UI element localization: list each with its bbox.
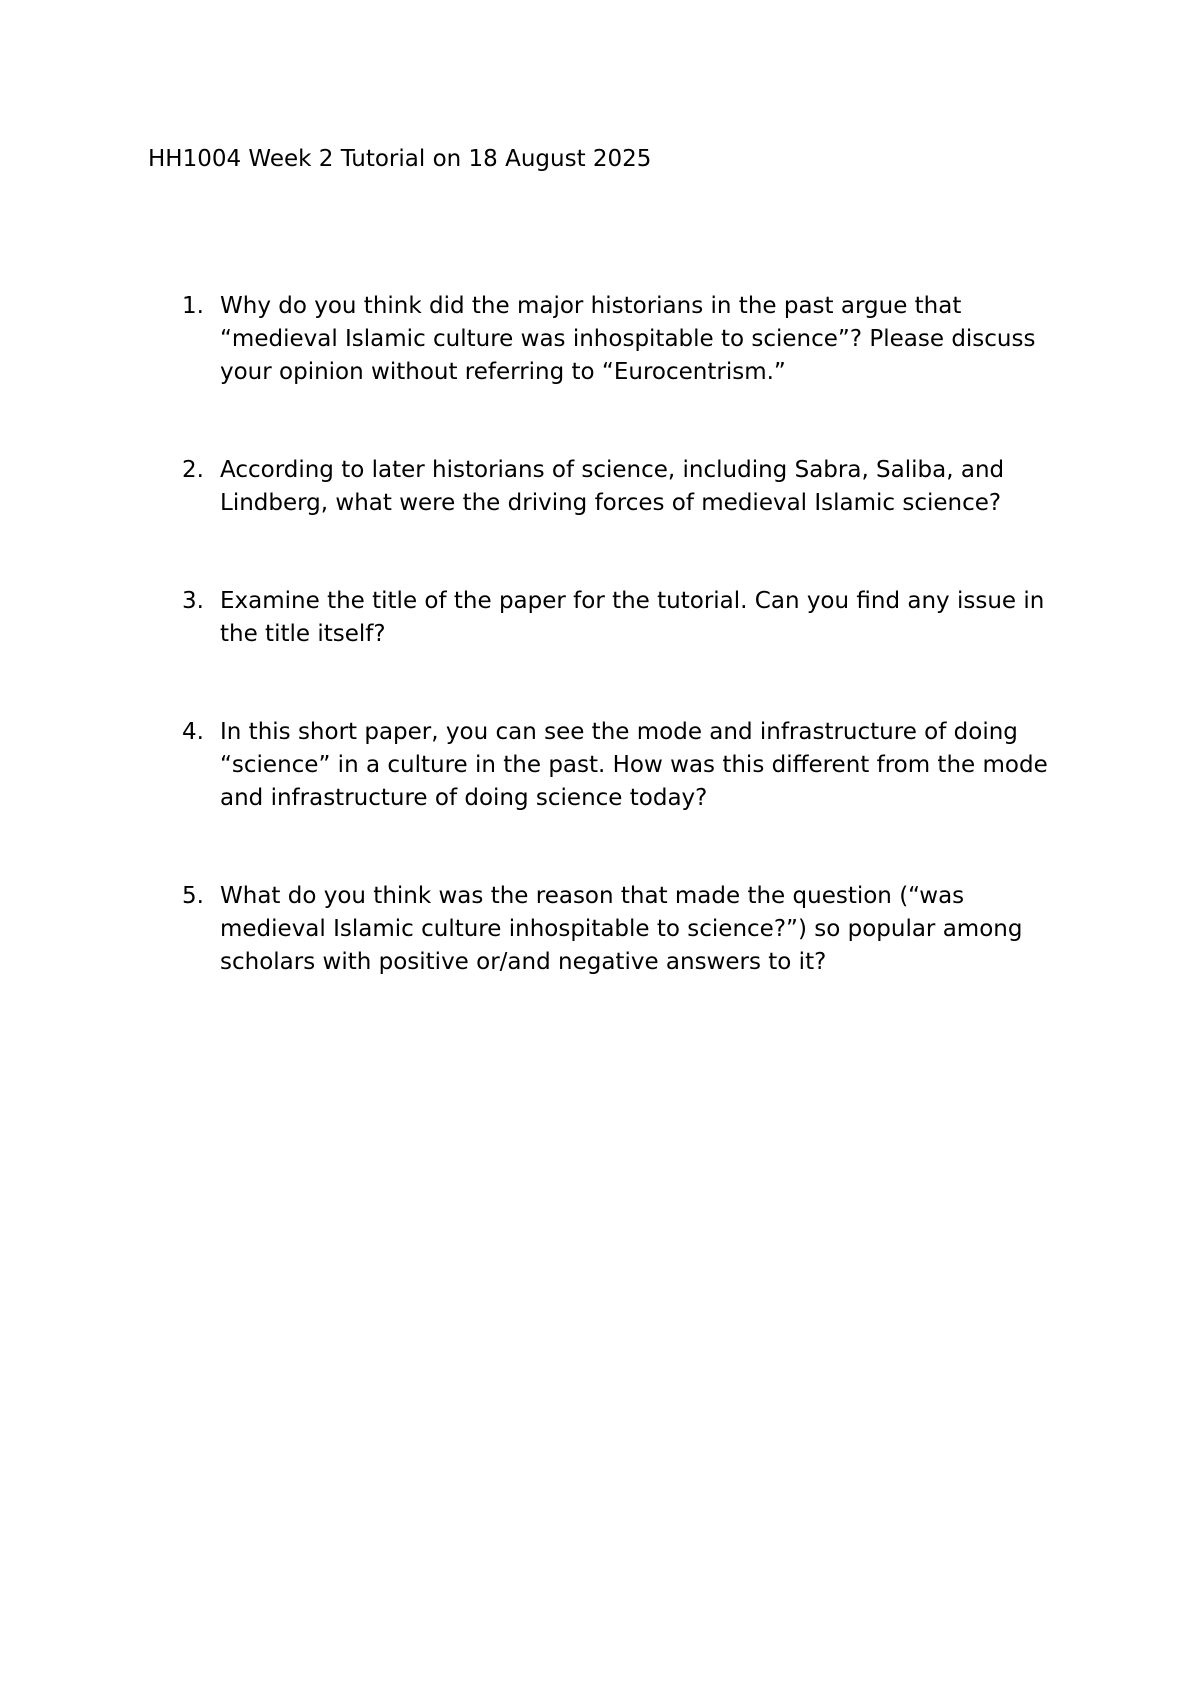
question-number: 1.	[182, 293, 204, 319]
question-number: 4.	[182, 719, 204, 745]
question-number: 5.	[182, 883, 204, 909]
question-item	[182, 585, 1062, 651]
question-item	[182, 290, 1062, 389]
question-item	[182, 716, 1062, 815]
question-number: 2.	[182, 457, 204, 483]
question-item	[182, 454, 1062, 520]
question-text: Why do you think did the major historians in the past argue that “medieval Islamic culture was inhospitable to science”? Please discuss your opinion without referring to “Eurocentrism.”	[220, 293, 1036, 385]
document-title: HH1004 Week 2 Tutorial on 18 August 2025	[148, 146, 652, 172]
question-text: In this short paper, you can see the mode and infrastructure of doing “science” in a culture in the past. How was this different from the mode and infrastructure of doing science today?	[220, 719, 1048, 811]
question-item	[182, 880, 1062, 979]
question-text: What do you think was the reason that made the question (“was medieval Islamic culture inhospitable to science?”) so popular among scholars with positive or/and negative answers to it?	[220, 883, 1023, 975]
question-text: Examine the title of the paper for the tutorial. Can you find any issue in the title itself?	[220, 588, 1045, 647]
question-number: 3.	[182, 588, 204, 614]
question-text: According to later historians of science, including Sabra, Saliba, and Lindberg, what were the driving forces of medieval Islamic science?	[220, 457, 1005, 516]
